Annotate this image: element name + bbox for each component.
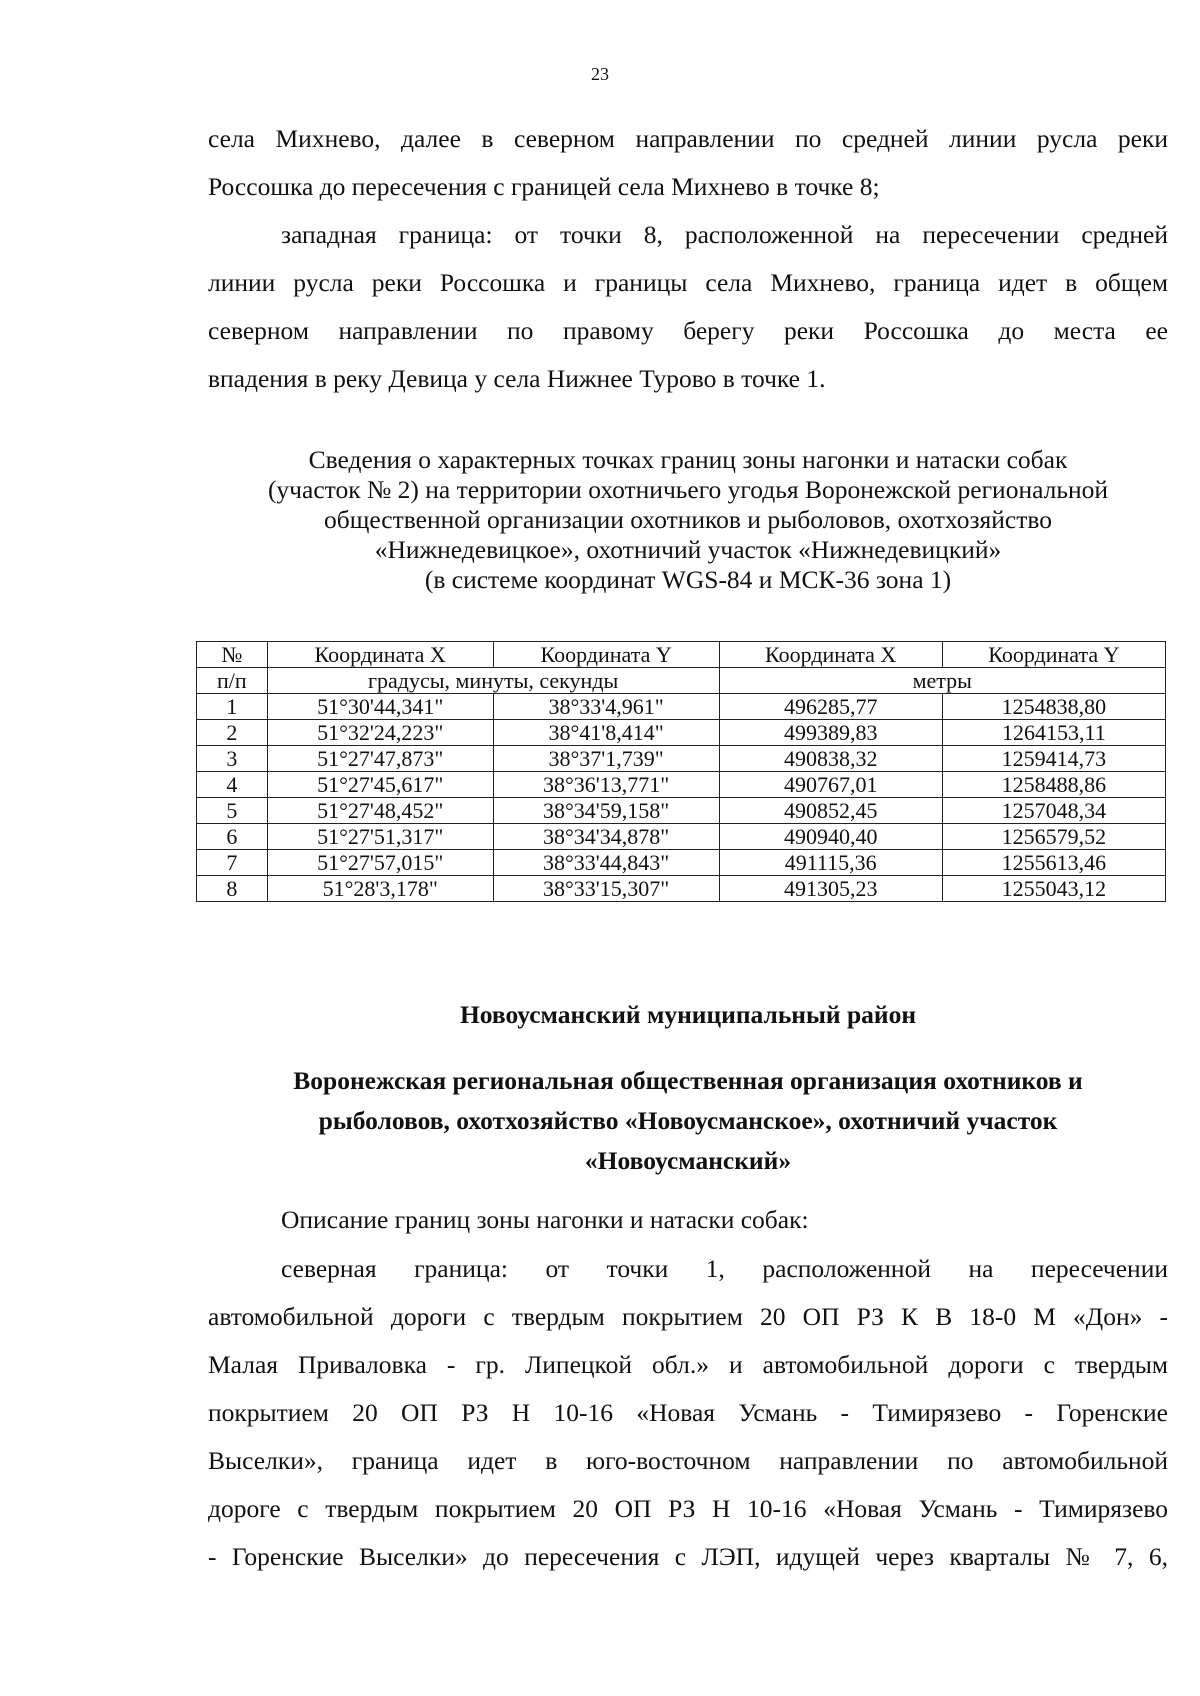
table-cell: 1256579,52 [942,824,1165,850]
text-line: Малая Приваловка - гр. Липецкой обл.» и автомобильной дороги с твердым [208,1350,1168,1379]
header-cell: Координата Y [493,642,719,668]
table-row [197,876,1166,902]
header-cell: п/п [197,668,268,694]
table-cell: 1257048,34 [942,798,1165,824]
table-cell: 496285,77 [719,694,942,720]
district-heading: Новоусманский муниципальный район [459,1000,917,1029]
table-body [197,694,1166,902]
table-cell: 490767,01 [719,772,942,798]
table-cell: 499389,83 [719,720,942,746]
caption-line: (в системе координат WGS-84 и МСК-36 зона 1) [424,565,952,594]
table-cell: 1254838,80 [942,694,1165,720]
text-line: Россошка до пересечения с границей села Михнево в точке 8; [208,172,880,201]
table-cell: 1258488,86 [942,772,1165,798]
table-cell: 38°33'44,843" [493,850,719,876]
table-cell: 5 [197,798,268,824]
table-cell: 38°33'15,307" [493,876,719,902]
table-cell: 38°37'1,739" [493,746,719,772]
table-cell: 38°33'4,961" [493,694,719,720]
description-intro: Описание границ зоны нагонки и натаски собак: [281,1205,809,1234]
table-cell: 51°32'24,223" [267,720,493,746]
table-cell: 51°27'48,452" [267,798,493,824]
text-line: впадения в реку Девица у села Нижнее Турово в точке 1. [208,364,826,393]
table-cell: 2 [197,720,268,746]
table-cell: 51°27'57,015" [267,850,493,876]
table-cell: 1264153,11 [942,720,1165,746]
text-line: Выселки», граница идет в юго-восточном направлении по автомобильной [208,1446,1168,1475]
text-line: - Горенские Выселки» до пересечения с ЛЭП, идущей через кварталы № 7, 6, [208,1542,1168,1571]
table-row [197,720,1166,746]
table-cell: 490838,32 [719,746,942,772]
caption-line: общественной организации охотников и рыболовов, охотхозяйство [323,505,1052,534]
caption-line: (участок № 2) на территории охотничьего угодья Воронежской региональной [267,475,1109,504]
text-line: северном направлении по правому берегу реки Россошка до места ее [208,316,1168,345]
table-cell: 490852,45 [719,798,942,824]
text-line: автомобильной дороги с твердым покрытием 20 ОП РЗ К В 18-0 М «Дон» - [208,1302,1168,1331]
table-row [197,772,1166,798]
table-cell: 51°27'51,317" [267,824,493,850]
heading-line: рыболовов, охотхозяйство «Новоусманское», охотничий участок [318,1106,1058,1135]
table-cell: 51°30'44,341" [267,694,493,720]
caption-line: «Нижнедевицкое», охотничий участок «Нижнедевицкий» [374,535,1002,564]
heading-line: «Новоусманский» [584,1146,792,1175]
coordinates-table [196,641,1166,902]
table-cell: 51°28'3,178" [267,876,493,902]
table-row [197,798,1166,824]
table-cell: 38°36'13,771" [493,772,719,798]
table-caption [208,445,1168,595]
table-cell: 3 [197,746,268,772]
table-cell: 1259414,73 [942,746,1165,772]
table-cell: 6 [197,824,268,850]
table-cell: 51°27'47,873" [267,746,493,772]
table-cell: 38°34'34,878" [493,824,719,850]
organization-heading [208,1061,1168,1181]
text-line: линии русла реки Россошка и границы села Михнево, граница идет в общем [208,268,1168,297]
table-row [197,850,1166,876]
text-line: северная граница: от точки 1, расположенной на пересечении [281,1254,1168,1283]
text-line: покрытием 20 ОП РЗ Н 10-16 «Новая Усмань - Тимирязево - Горенские [208,1398,1168,1427]
table-cell: 1255043,12 [942,876,1165,902]
table-cell: 1 [197,694,268,720]
text-line: западная граница: от точки 8, расположенной на пересечении средней [281,220,1168,249]
table-cell: 51°27'45,617" [267,772,493,798]
header-cell: № [197,642,268,668]
paragraph-northern-boundary [208,1245,1168,1581]
paragraph-1 [208,115,1168,211]
paragraph-western-boundary [208,211,1168,403]
page-number: 23 [591,64,609,84]
table-cell: 491115,36 [719,850,942,876]
table-row [197,746,1166,772]
header-cell: Координата X [267,642,493,668]
table-row [197,694,1166,720]
header-cell: Координата X [719,642,942,668]
heading-line: Воронежская региональная общественная организация охотников и [293,1066,1083,1095]
text-line: села Михнево, далее в северном направлении по средней линии русла реки [208,124,1168,153]
table-cell: 4 [197,772,268,798]
table-cell: 38°41'8,414" [493,720,719,746]
text-line: дороге с твердым покрытием 20 ОП РЗ Н 10-16 «Новая Усмань - Тимирязево [208,1494,1168,1523]
caption-line: Сведения о характерных точках границ зоны нагонки и натаски собак [308,445,1068,474]
table-cell: 491305,23 [719,876,942,902]
table-subheader-row [197,668,1166,694]
table-cell: 8 [197,876,268,902]
table-cell: 38°34'59,158" [493,798,719,824]
header-cell: градусы, минуты, секунды [267,668,719,694]
table-header-row [197,642,1166,668]
table-cell: 1255613,46 [942,850,1165,876]
header-cell: Координата Y [942,642,1165,668]
table-cell: 7 [197,850,268,876]
table-row [197,824,1166,850]
table-cell: 490940,40 [719,824,942,850]
header-cell: метры [719,668,1165,694]
